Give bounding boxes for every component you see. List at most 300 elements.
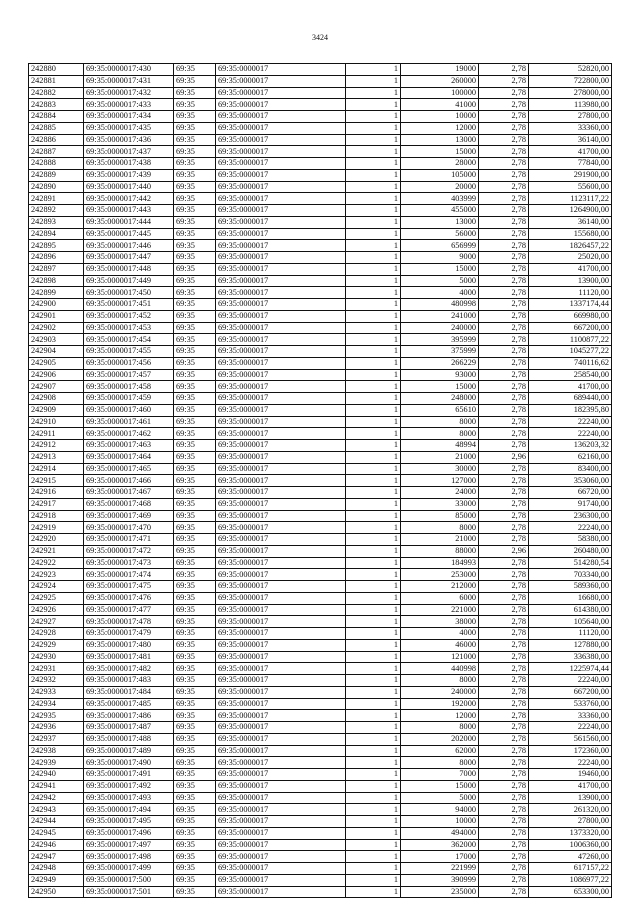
cadastral-number-cell: 69:35:0000017:466: [84, 475, 174, 487]
cadastral-value-cell: 36140,00: [529, 134, 612, 146]
row-number-cell: 242950: [29, 886, 84, 898]
group-cell: 1: [346, 111, 401, 123]
cadastral-number-cell: 69:35:0000017:482: [84, 663, 174, 675]
row-number-cell: 242884: [29, 111, 84, 123]
quarter-code-cell: 69:35:0000017: [216, 275, 346, 287]
table-row: [29, 616, 612, 628]
area-cell: 28000: [401, 158, 479, 170]
cadastral-number-cell: 69:35:0000017:484: [84, 686, 174, 698]
district-code-cell: 69:35: [174, 839, 216, 851]
rate-cell: 2,78: [479, 228, 529, 240]
rate-cell: 2,78: [479, 581, 529, 593]
cadastral-value-cell: 182395,80: [529, 404, 612, 416]
row-number-cell: 242917: [29, 498, 84, 510]
table-row: [29, 592, 612, 604]
cadastral-value-cell: 58380,00: [529, 534, 612, 546]
row-number-cell: 242924: [29, 581, 84, 593]
table-row: [29, 357, 612, 369]
district-code-cell: 69:35: [174, 111, 216, 123]
table-row: [29, 310, 612, 322]
cadastral-number-cell: 69:35:0000017:481: [84, 651, 174, 663]
quarter-code-cell: 69:35:0000017: [216, 628, 346, 640]
cadastral-number-cell: 69:35:0000017:488: [84, 733, 174, 745]
cadastral-number-cell: 69:35:0000017:469: [84, 510, 174, 522]
group-cell: 1: [346, 322, 401, 334]
area-cell: 15000: [401, 780, 479, 792]
quarter-code-cell: 69:35:0000017: [216, 111, 346, 123]
area-cell: 33000: [401, 498, 479, 510]
cadastral-number-cell: 69:35:0000017:454: [84, 334, 174, 346]
rate-cell: 2,78: [479, 569, 529, 581]
rate-cell: 2,78: [479, 87, 529, 99]
cadastral-number-cell: 69:35:0000017:474: [84, 569, 174, 581]
group-cell: 1: [346, 780, 401, 792]
district-code-cell: 69:35: [174, 99, 216, 111]
row-number-cell: 242902: [29, 322, 84, 334]
cadastral-value-cell: 689440,00: [529, 393, 612, 405]
cadastral-value-cell: 13900,00: [529, 792, 612, 804]
rate-cell: 2,78: [479, 839, 529, 851]
cadastral-value-cell: 653300,00: [529, 886, 612, 898]
area-cell: 127000: [401, 475, 479, 487]
cadastral-number-cell: 69:35:0000017:452: [84, 310, 174, 322]
quarter-code-cell: 69:35:0000017: [216, 557, 346, 569]
area-cell: 221999: [401, 863, 479, 875]
area-cell: 7000: [401, 769, 479, 781]
group-cell: 1: [346, 228, 401, 240]
cadastral-number-cell: 69:35:0000017:483: [84, 675, 174, 687]
rate-cell: 2,78: [479, 181, 529, 193]
cadastral-value-cell: 41700,00: [529, 780, 612, 792]
cadastral-number-cell: 69:35:0000017:449: [84, 275, 174, 287]
table-row: [29, 428, 612, 440]
rate-cell: 2,78: [479, 487, 529, 499]
cadastral-number-cell: 69:35:0000017:471: [84, 534, 174, 546]
area-cell: 17000: [401, 851, 479, 863]
quarter-code-cell: 69:35:0000017: [216, 158, 346, 170]
group-cell: 1: [346, 404, 401, 416]
quarter-code-cell: 69:35:0000017: [216, 581, 346, 593]
rate-cell: 2,78: [479, 498, 529, 510]
area-cell: 5000: [401, 792, 479, 804]
table-row: [29, 193, 612, 205]
quarter-code-cell: 69:35:0000017: [216, 792, 346, 804]
area-cell: 10000: [401, 816, 479, 828]
rate-cell: 2,78: [479, 686, 529, 698]
group-cell: 1: [346, 874, 401, 886]
cadastral-value-cell: 83400,00: [529, 463, 612, 475]
area-cell: 105000: [401, 169, 479, 181]
quarter-code-cell: 69:35:0000017: [216, 545, 346, 557]
group-cell: 1: [346, 522, 401, 534]
cadastral-number-cell: 69:35:0000017:431: [84, 75, 174, 87]
district-code-cell: 69:35: [174, 874, 216, 886]
group-cell: 1: [346, 299, 401, 311]
rate-cell: 2,78: [479, 510, 529, 522]
table-row: [29, 745, 612, 757]
rate-cell: 2,78: [479, 193, 529, 205]
row-number-cell: 242949: [29, 874, 84, 886]
rate-cell: 2,78: [479, 757, 529, 769]
table-row: [29, 451, 612, 463]
row-number-cell: 242892: [29, 205, 84, 217]
rate-cell: 2,78: [479, 827, 529, 839]
rate-cell: 2,78: [479, 722, 529, 734]
table-row: [29, 780, 612, 792]
group-cell: 1: [346, 792, 401, 804]
cadastral-number-cell: 69:35:0000017:467: [84, 487, 174, 499]
group-cell: 1: [346, 686, 401, 698]
area-cell: 65610: [401, 404, 479, 416]
district-code-cell: 69:35: [174, 722, 216, 734]
quarter-code-cell: 69:35:0000017: [216, 252, 346, 264]
group-cell: 1: [346, 851, 401, 863]
table-row: [29, 522, 612, 534]
table-row: [29, 299, 612, 311]
district-code-cell: 69:35: [174, 616, 216, 628]
quarter-code-cell: 69:35:0000017: [216, 451, 346, 463]
row-number-cell: 242934: [29, 698, 84, 710]
cadastral-number-cell: 69:35:0000017:455: [84, 346, 174, 358]
table-row: [29, 404, 612, 416]
area-cell: 24000: [401, 487, 479, 499]
row-number-cell: 242928: [29, 628, 84, 640]
cadastral-number-cell: 69:35:0000017:461: [84, 416, 174, 428]
table-row: [29, 698, 612, 710]
area-cell: 19000: [401, 64, 479, 76]
group-cell: 1: [346, 158, 401, 170]
cadastral-number-cell: 69:35:0000017:446: [84, 240, 174, 252]
cadastral-number-cell: 69:35:0000017:498: [84, 851, 174, 863]
cadastral-number-cell: 69:35:0000017:465: [84, 463, 174, 475]
rate-cell: 2,78: [479, 816, 529, 828]
row-number-cell: 242938: [29, 745, 84, 757]
quarter-code-cell: 69:35:0000017: [216, 874, 346, 886]
district-code-cell: 69:35: [174, 534, 216, 546]
row-number-cell: 242943: [29, 804, 84, 816]
area-cell: 184993: [401, 557, 479, 569]
quarter-code-cell: 69:35:0000017: [216, 263, 346, 275]
cadastral-value-cell: 77840,00: [529, 158, 612, 170]
group-cell: 1: [346, 604, 401, 616]
table-row: [29, 99, 612, 111]
group-cell: 1: [346, 275, 401, 287]
group-cell: 1: [346, 769, 401, 781]
cadastral-value-cell: 127880,00: [529, 639, 612, 651]
group-cell: 1: [346, 99, 401, 111]
district-code-cell: 69:35: [174, 557, 216, 569]
table-row: [29, 334, 612, 346]
district-code-cell: 69:35: [174, 334, 216, 346]
cadastral-value-cell: 62160,00: [529, 451, 612, 463]
group-cell: 1: [346, 393, 401, 405]
cadastral-number-cell: 69:35:0000017:472: [84, 545, 174, 557]
cadastral-value-cell: 669980,00: [529, 310, 612, 322]
group-cell: 1: [346, 369, 401, 381]
quarter-code-cell: 69:35:0000017: [216, 87, 346, 99]
quarter-code-cell: 69:35:0000017: [216, 851, 346, 863]
rate-cell: 2,78: [479, 111, 529, 123]
cadastral-value-cell: 703340,00: [529, 569, 612, 581]
area-cell: 390999: [401, 874, 479, 886]
cadastral-number-cell: 69:35:0000017:493: [84, 792, 174, 804]
cadastral-value-cell: 36140,00: [529, 216, 612, 228]
group-cell: 1: [346, 534, 401, 546]
table-row: [29, 240, 612, 252]
district-code-cell: 69:35: [174, 381, 216, 393]
group-cell: 1: [346, 205, 401, 217]
rate-cell: 2,78: [479, 346, 529, 358]
quarter-code-cell: 69:35:0000017: [216, 710, 346, 722]
area-cell: 5000: [401, 275, 479, 287]
row-number-cell: 242914: [29, 463, 84, 475]
cadastral-number-cell: 69:35:0000017:489: [84, 745, 174, 757]
group-cell: 1: [346, 122, 401, 134]
cadastral-value-cell: 1373320,00: [529, 827, 612, 839]
district-code-cell: 69:35: [174, 581, 216, 593]
quarter-code-cell: 69:35:0000017: [216, 75, 346, 87]
rate-cell: 2,78: [479, 216, 529, 228]
area-cell: 88000: [401, 545, 479, 557]
rate-cell: 2,78: [479, 205, 529, 217]
area-cell: 375999: [401, 346, 479, 358]
row-number-cell: 242921: [29, 545, 84, 557]
table-row: [29, 663, 612, 675]
quarter-code-cell: 69:35:0000017: [216, 357, 346, 369]
district-code-cell: 69:35: [174, 428, 216, 440]
rate-cell: 2,78: [479, 310, 529, 322]
district-code-cell: 69:35: [174, 263, 216, 275]
table-row: [29, 263, 612, 275]
area-cell: 13000: [401, 216, 479, 228]
quarter-code-cell: 69:35:0000017: [216, 722, 346, 734]
row-number-cell: 242905: [29, 357, 84, 369]
cadastral-value-cell: 33360,00: [529, 710, 612, 722]
district-code-cell: 69:35: [174, 792, 216, 804]
district-code-cell: 69:35: [174, 146, 216, 158]
area-cell: 4000: [401, 287, 479, 299]
cadastral-value-cell: 25020,00: [529, 252, 612, 264]
rate-cell: 2,78: [479, 851, 529, 863]
cadastral-value-cell: 260480,00: [529, 545, 612, 557]
district-code-cell: 69:35: [174, 498, 216, 510]
cadastral-number-cell: 69:35:0000017:436: [84, 134, 174, 146]
row-number-cell: 242940: [29, 769, 84, 781]
cadastral-value-cell: 136203,32: [529, 440, 612, 452]
row-number-cell: 242903: [29, 334, 84, 346]
cadastral-value-cell: 1264900,00: [529, 205, 612, 217]
rate-cell: 2,78: [479, 404, 529, 416]
rate-cell: 2,78: [479, 639, 529, 651]
row-number-cell: 242913: [29, 451, 84, 463]
cadastral-value-cell: 722800,00: [529, 75, 612, 87]
row-number-cell: 242897: [29, 263, 84, 275]
table-row: [29, 498, 612, 510]
area-cell: 395999: [401, 334, 479, 346]
district-code-cell: 69:35: [174, 675, 216, 687]
rate-cell: 2,78: [479, 592, 529, 604]
table-row: [29, 111, 612, 123]
cadastral-value-cell: 336380,00: [529, 651, 612, 663]
table-row: [29, 686, 612, 698]
row-number-cell: 242900: [29, 299, 84, 311]
cadastral-value-table: [28, 63, 612, 898]
table-row: [29, 416, 612, 428]
cadastral-value-cell: 27800,00: [529, 816, 612, 828]
table-row: [29, 569, 612, 581]
row-number-cell: 242882: [29, 87, 84, 99]
table-row: [29, 322, 612, 334]
cadastral-value-cell: 353060,00: [529, 475, 612, 487]
district-code-cell: 69:35: [174, 193, 216, 205]
district-code-cell: 69:35: [174, 134, 216, 146]
rate-cell: 2,78: [479, 252, 529, 264]
page-number: 3424: [312, 33, 328, 42]
district-code-cell: 69:35: [174, 710, 216, 722]
table-row: [29, 581, 612, 593]
area-cell: 85000: [401, 510, 479, 522]
area-cell: 12000: [401, 710, 479, 722]
group-cell: 1: [346, 710, 401, 722]
cadastral-number-cell: 69:35:0000017:460: [84, 404, 174, 416]
quarter-code-cell: 69:35:0000017: [216, 569, 346, 581]
rate-cell: 2,78: [479, 557, 529, 569]
cadastral-number-cell: 69:35:0000017:491: [84, 769, 174, 781]
area-cell: 403999: [401, 193, 479, 205]
table-row: [29, 440, 612, 452]
quarter-code-cell: 69:35:0000017: [216, 346, 346, 358]
group-cell: 1: [346, 733, 401, 745]
cadastral-value-cell: 1123117,22: [529, 193, 612, 205]
table-row: [29, 228, 612, 240]
district-code-cell: 69:35: [174, 416, 216, 428]
quarter-code-cell: 69:35:0000017: [216, 886, 346, 898]
area-cell: 4000: [401, 628, 479, 640]
area-cell: 93000: [401, 369, 479, 381]
group-cell: 1: [346, 451, 401, 463]
rate-cell: 2,78: [479, 616, 529, 628]
area-cell: 202000: [401, 733, 479, 745]
cadastral-number-cell: 69:35:0000017:447: [84, 252, 174, 264]
district-code-cell: 69:35: [174, 487, 216, 499]
quarter-code-cell: 69:35:0000017: [216, 498, 346, 510]
table-row: [29, 675, 612, 687]
rate-cell: 2,78: [479, 675, 529, 687]
district-code-cell: 69:35: [174, 369, 216, 381]
row-number-cell: 242883: [29, 99, 84, 111]
cadastral-value-cell: 172360,00: [529, 745, 612, 757]
table-row: [29, 545, 612, 557]
area-cell: 8000: [401, 522, 479, 534]
row-number-cell: 242895: [29, 240, 84, 252]
row-number-cell: 242919: [29, 522, 84, 534]
cadastral-number-cell: 69:35:0000017:478: [84, 616, 174, 628]
area-cell: 12000: [401, 122, 479, 134]
row-number-cell: 242885: [29, 122, 84, 134]
quarter-code-cell: 69:35:0000017: [216, 428, 346, 440]
group-cell: 1: [346, 628, 401, 640]
area-cell: 8000: [401, 416, 479, 428]
table-row: [29, 75, 612, 87]
quarter-code-cell: 69:35:0000017: [216, 616, 346, 628]
row-number-cell: 242889: [29, 169, 84, 181]
group-cell: 1: [346, 64, 401, 76]
cadastral-value-cell: 533760,00: [529, 698, 612, 710]
district-code-cell: 69:35: [174, 440, 216, 452]
cadastral-number-cell: 69:35:0000017:497: [84, 839, 174, 851]
cadastral-value-cell: 740116,62: [529, 357, 612, 369]
quarter-code-cell: 69:35:0000017: [216, 134, 346, 146]
row-number-cell: 242910: [29, 416, 84, 428]
table-row: [29, 792, 612, 804]
table-row: [29, 134, 612, 146]
district-code-cell: 69:35: [174, 275, 216, 287]
area-cell: 260000: [401, 75, 479, 87]
row-number-cell: 242923: [29, 569, 84, 581]
cadastral-value-cell: 22240,00: [529, 522, 612, 534]
area-cell: 362000: [401, 839, 479, 851]
table-row: [29, 651, 612, 663]
district-code-cell: 69:35: [174, 592, 216, 604]
row-number-cell: 242918: [29, 510, 84, 522]
cadastral-number-cell: 69:35:0000017:438: [84, 158, 174, 170]
cadastral-number-cell: 69:35:0000017:437: [84, 146, 174, 158]
row-number-cell: 242891: [29, 193, 84, 205]
cadastral-value-cell: 22240,00: [529, 675, 612, 687]
table-row: [29, 275, 612, 287]
group-cell: 1: [346, 616, 401, 628]
group-cell: 1: [346, 698, 401, 710]
area-cell: 212000: [401, 581, 479, 593]
group-cell: 1: [346, 193, 401, 205]
rate-cell: 2,78: [479, 733, 529, 745]
district-code-cell: 69:35: [174, 663, 216, 675]
district-code-cell: 69:35: [174, 322, 216, 334]
area-cell: 455000: [401, 205, 479, 217]
cadastral-value-cell: 667200,00: [529, 322, 612, 334]
area-cell: 656999: [401, 240, 479, 252]
quarter-code-cell: 69:35:0000017: [216, 64, 346, 76]
rate-cell: 2,78: [479, 75, 529, 87]
row-number-cell: 242927: [29, 616, 84, 628]
rate-cell: 2,78: [479, 381, 529, 393]
row-number-cell: 242936: [29, 722, 84, 734]
group-cell: 1: [346, 675, 401, 687]
quarter-code-cell: 69:35:0000017: [216, 381, 346, 393]
cadastral-value-cell: 617157,22: [529, 863, 612, 875]
rate-cell: 2,78: [479, 698, 529, 710]
area-cell: 48994: [401, 440, 479, 452]
cadastral-value-cell: 11120,00: [529, 628, 612, 640]
group-cell: 1: [346, 416, 401, 428]
quarter-code-cell: 69:35:0000017: [216, 604, 346, 616]
row-number-cell: 242881: [29, 75, 84, 87]
row-number-cell: 242888: [29, 158, 84, 170]
group-cell: 1: [346, 651, 401, 663]
quarter-code-cell: 69:35:0000017: [216, 169, 346, 181]
cadastral-number-cell: 69:35:0000017:500: [84, 874, 174, 886]
rate-cell: 2,78: [479, 64, 529, 76]
cadastral-value-cell: 113980,00: [529, 99, 612, 111]
quarter-code-cell: 69:35:0000017: [216, 404, 346, 416]
district-code-cell: 69:35: [174, 639, 216, 651]
area-cell: 30000: [401, 463, 479, 475]
table-row: [29, 816, 612, 828]
area-cell: 121000: [401, 651, 479, 663]
group-cell: 1: [346, 240, 401, 252]
table-row: [29, 252, 612, 264]
district-code-cell: 69:35: [174, 780, 216, 792]
